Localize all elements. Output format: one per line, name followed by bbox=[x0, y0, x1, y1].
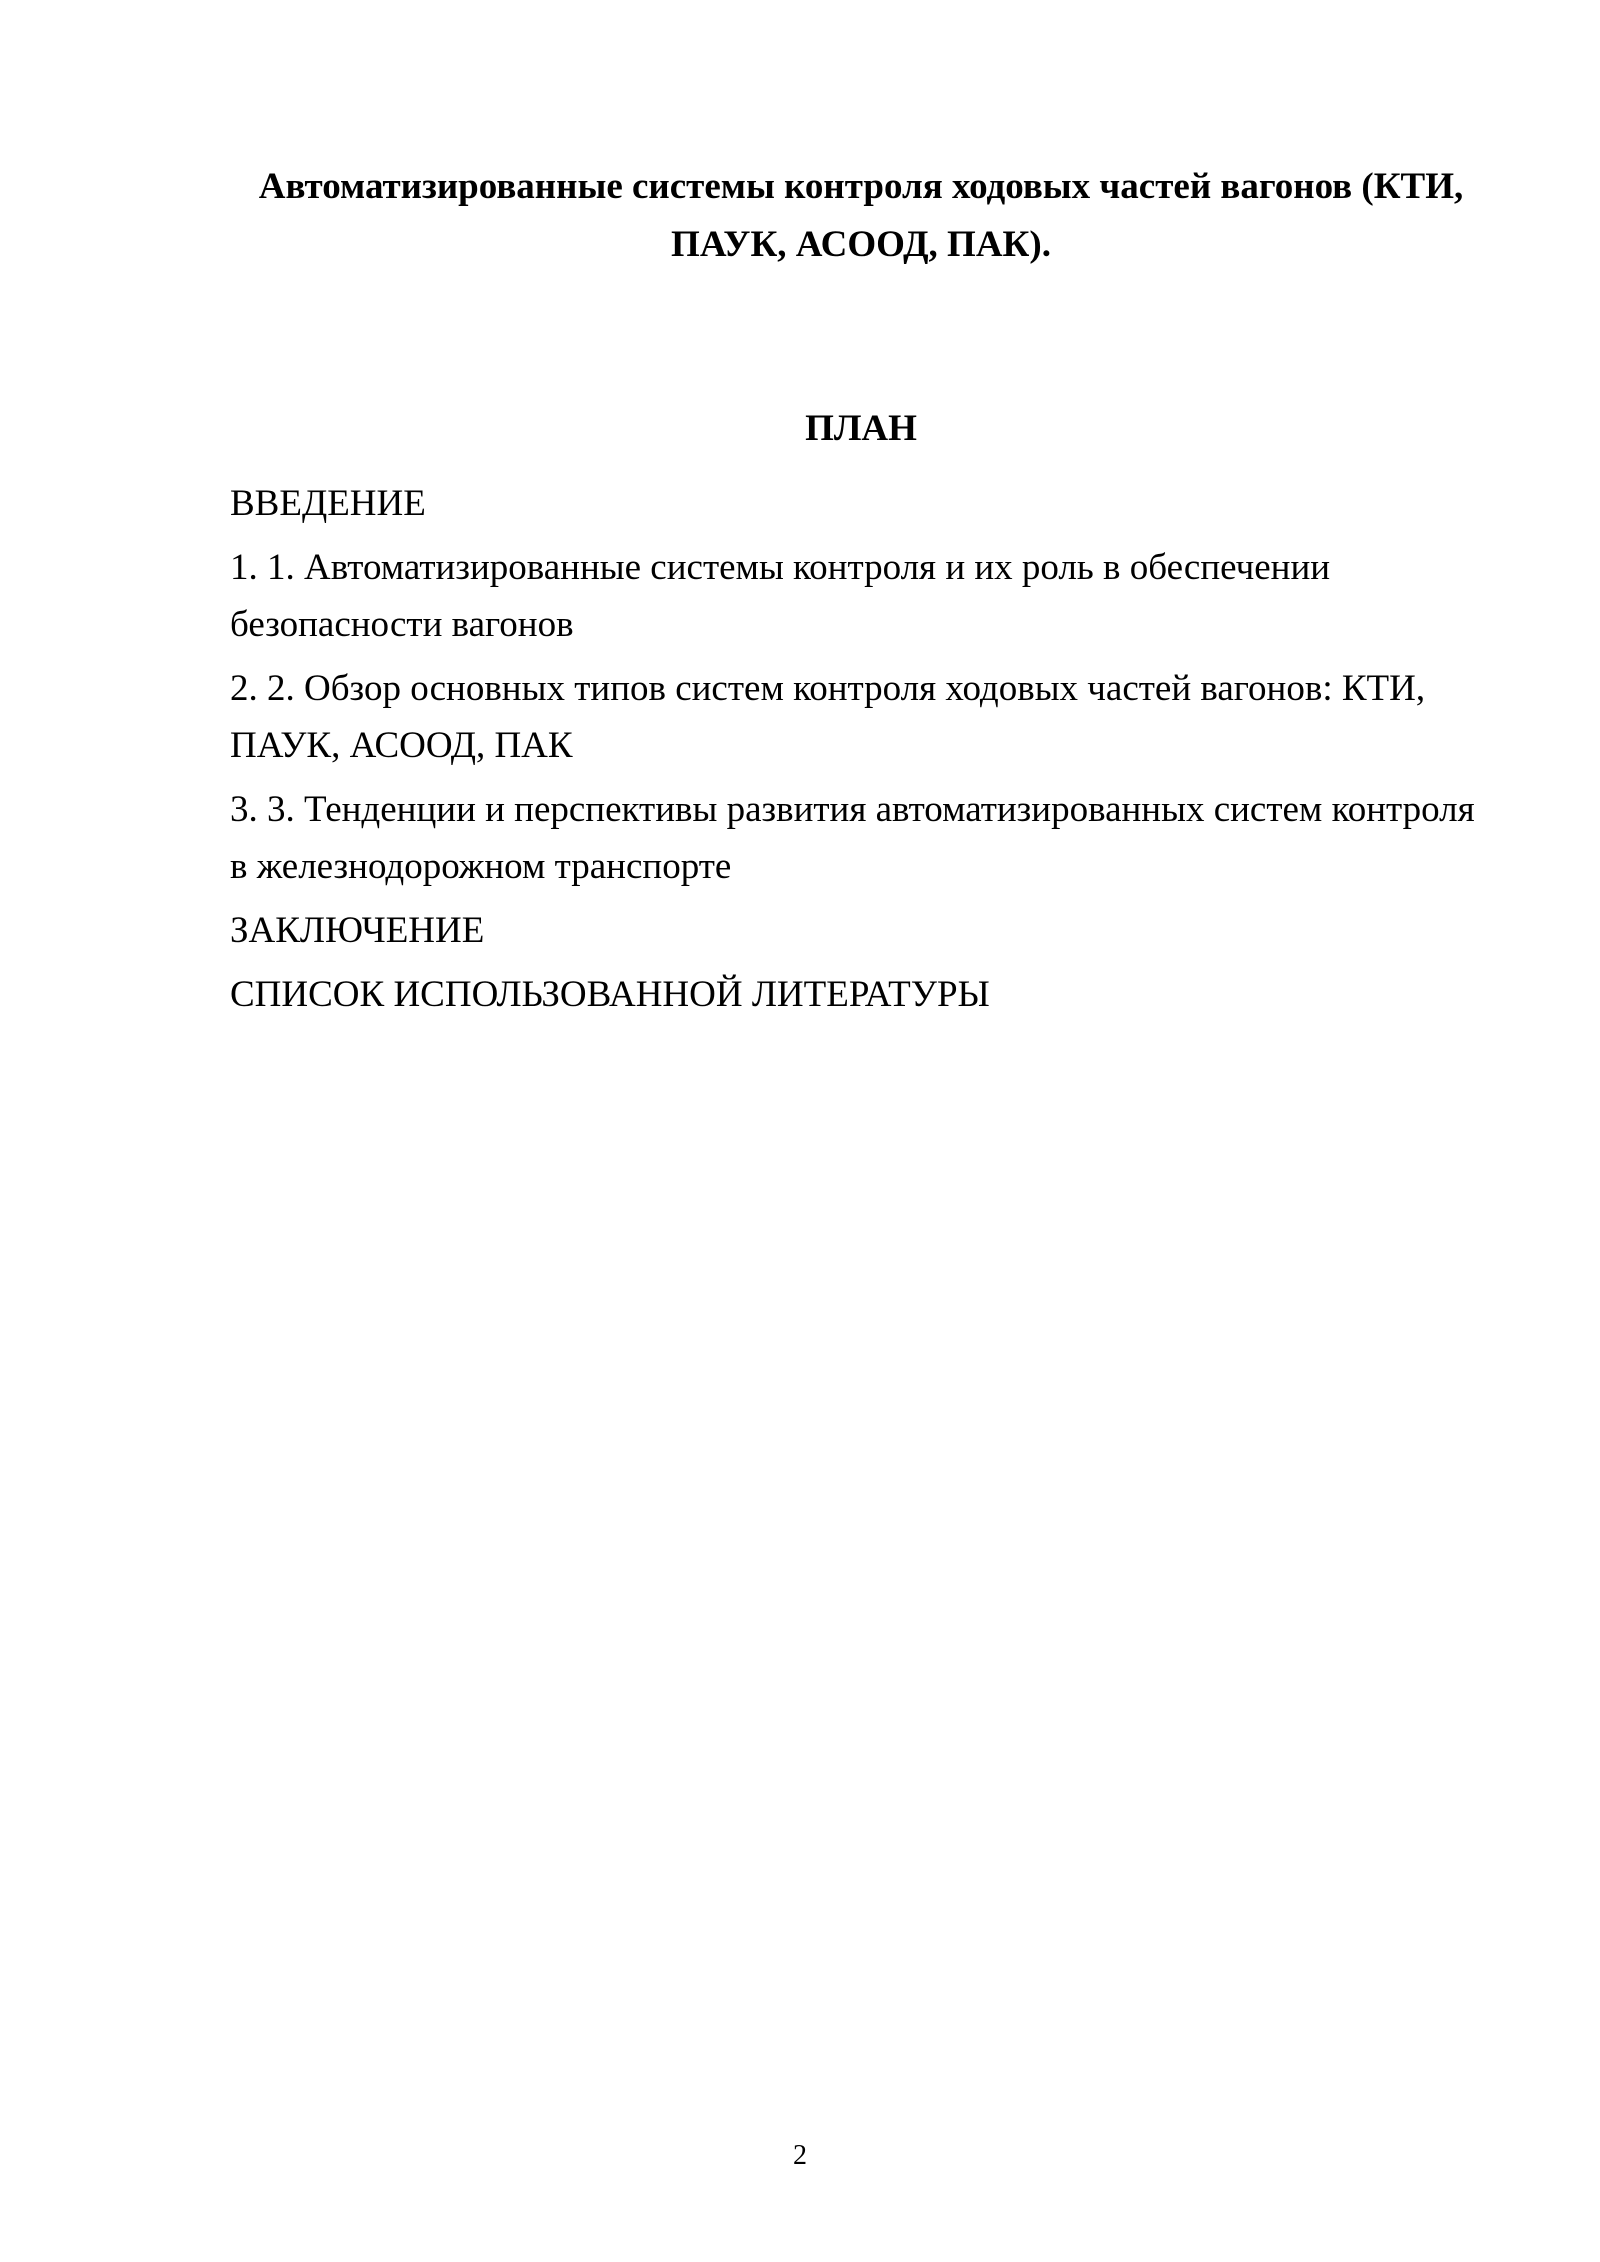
page-number: 2 bbox=[793, 2140, 807, 2171]
toc-item-conclusion: ЗАКЛЮЧЕНИЕ bbox=[230, 910, 485, 951]
toc-item-section-3: 3. 3. Тенденции и перспективы развития автоматизированных систем контроля в железнодорожном транспорте bbox=[230, 789, 1475, 887]
plan-heading: ПЛАН bbox=[805, 408, 917, 449]
toc-item-references: СПИСОК ИСПОЛЬЗОВАННОЙ ЛИТЕРАТУРЫ bbox=[230, 974, 990, 1015]
toc-item-introduction: ВВЕДЕНИЕ bbox=[230, 483, 426, 524]
table-of-contents bbox=[230, 475, 1492, 1030]
toc-item-section-1: 1. 1. Автоматизированные системы контроля и их роль в обеспечении безопасности вагонов bbox=[230, 547, 1331, 645]
toc-item-section-2: 2. 2. Обзор основных типов систем контроля ходовых частей вагонов: КТИ, ПАУК, АСООД, ПАК bbox=[230, 668, 1426, 766]
document-title: Автоматизированные системы контроля ходовых частей вагонов (КТИ, ПАУК, АСООД, ПАК). bbox=[258, 166, 1464, 265]
